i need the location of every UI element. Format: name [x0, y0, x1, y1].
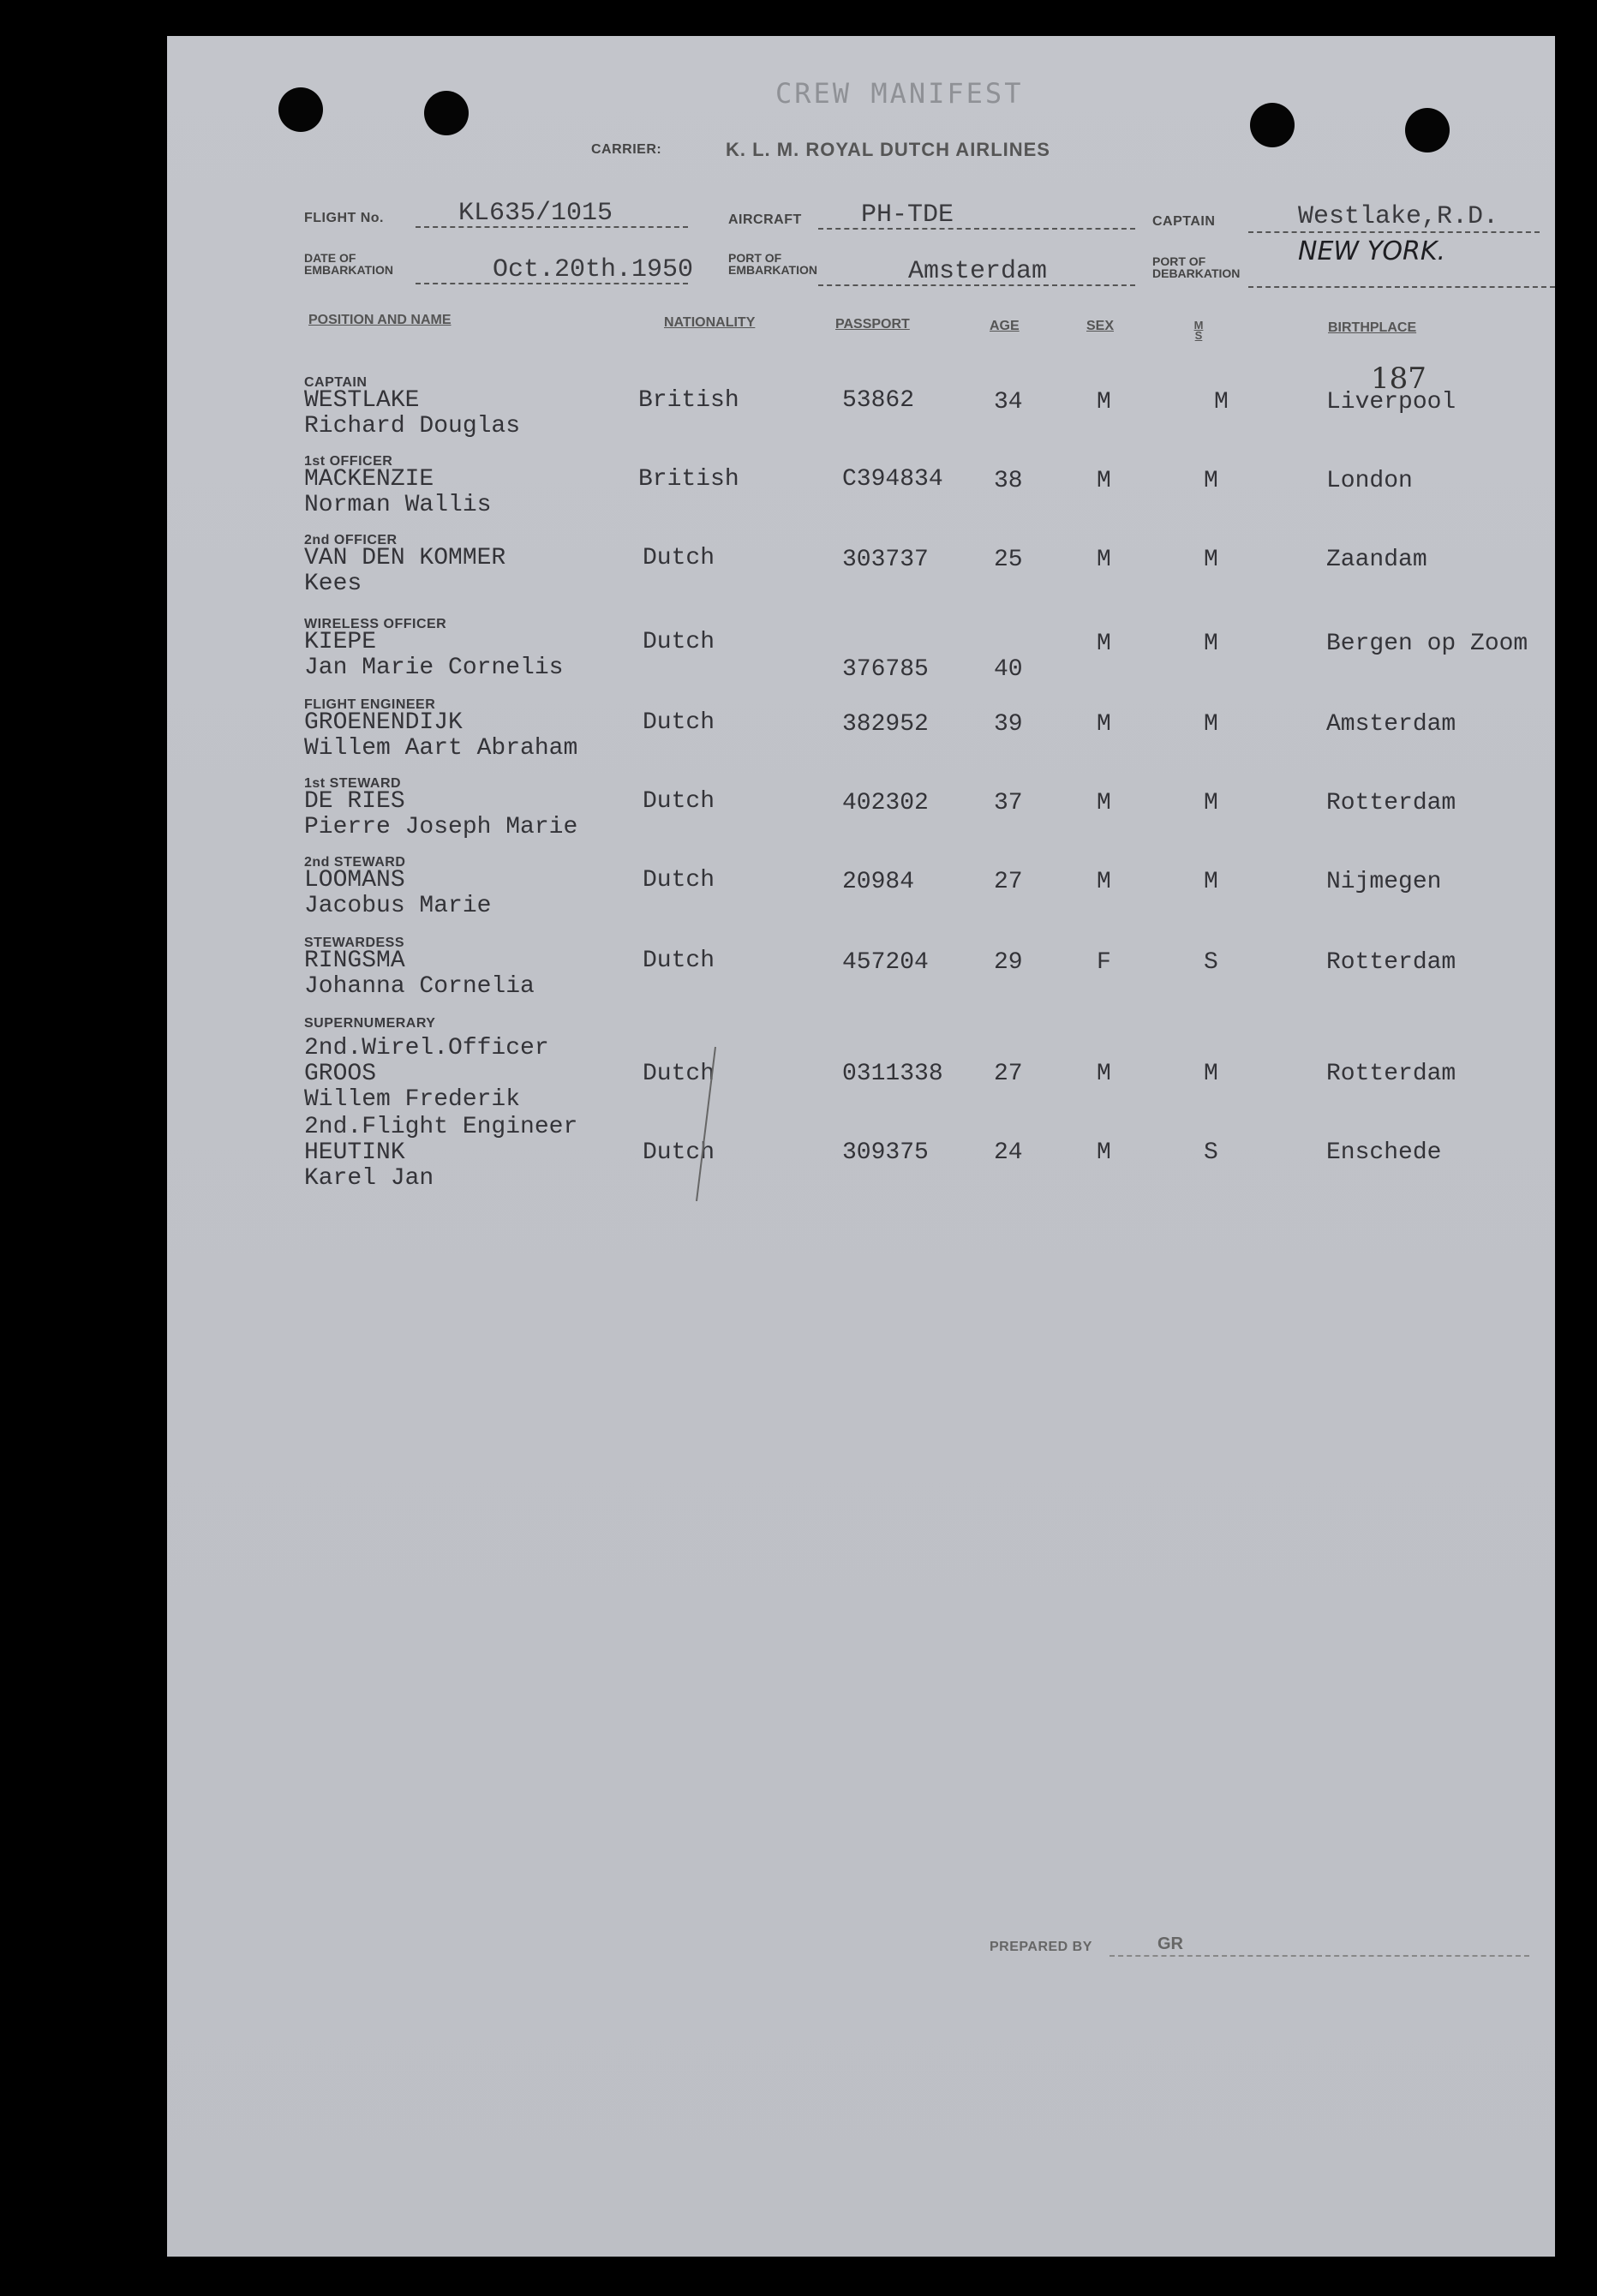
- supernumerary-sex: M: [1097, 1061, 1111, 1087]
- prepared-by-label: PREPARED BY: [990, 1940, 1092, 1954]
- crew-nationality: Dutch: [643, 867, 715, 894]
- crew-sex: M: [1097, 547, 1111, 573]
- crew-surname: MACKENZIE: [304, 466, 434, 493]
- crew-surname: LOOMANS: [304, 867, 405, 894]
- crew-surname: RINGSMA: [304, 948, 405, 974]
- crew-nationality: British: [638, 387, 739, 414]
- crew-surname: VAN DEN KOMMER: [304, 545, 506, 571]
- crew-age: 29: [994, 949, 1023, 976]
- crew-sex: M: [1097, 631, 1111, 657]
- crew-given-names: Jan Marie Cornelis: [304, 655, 564, 681]
- crew-surname: WESTLAKE: [304, 387, 420, 414]
- supernumerary-position: 2nd.Flight Engineer: [304, 1114, 578, 1140]
- crew-nationality: Dutch: [643, 788, 715, 815]
- captain-label: CAPTAIN: [1152, 214, 1216, 229]
- carrier-value: K. L. M. ROYAL DUTCH AIRLINES: [726, 139, 1050, 160]
- crew-age: 38: [994, 468, 1023, 494]
- crew-nationality: Dutch: [643, 629, 715, 655]
- crew-surname: DE RIES: [304, 788, 405, 815]
- crew-sex: M: [1097, 389, 1111, 416]
- crew-birthplace: Amsterdam: [1326, 711, 1456, 738]
- supernumerary-position: 2nd.Wirel.Officer: [304, 1035, 549, 1061]
- col-sex: SEX: [1086, 319, 1115, 333]
- crew-list: [167, 36, 1555, 1235]
- crew-passport: 457204: [842, 949, 929, 976]
- crew-given-names: Johanna Cornelia: [304, 973, 535, 1000]
- crew-position: FLIGHT ENGINEER: [304, 697, 436, 712]
- crew-birthplace: Zaandam: [1326, 547, 1427, 573]
- supernumerary-label: SUPERNUMERARY: [304, 1016, 436, 1031]
- crew-age: 27: [994, 869, 1023, 895]
- crew-passport: 382952: [842, 711, 929, 738]
- crew-nationality: Dutch: [643, 709, 715, 736]
- crew-marital-status: M: [1204, 869, 1218, 895]
- crew-age: 34: [994, 389, 1023, 416]
- crew-given-names: Kees: [304, 571, 362, 597]
- crew-given-names: Willem Aart Abraham: [304, 735, 578, 762]
- crew-marital-status: M: [1204, 711, 1218, 738]
- crew-position: 2nd OFFICER: [304, 533, 398, 547]
- document-title: CREW MANIFEST: [775, 77, 1024, 110]
- crew-position: 1st OFFICER: [304, 454, 393, 469]
- crew-sex: M: [1097, 711, 1111, 738]
- crew-nationality: British: [638, 466, 739, 493]
- crew-surname: GROENENDIJK: [304, 709, 463, 736]
- supernumerary-birthplace: Enschede: [1326, 1139, 1442, 1166]
- col-position-name: POSITION AND NAME: [308, 313, 452, 327]
- col-age: AGE: [990, 319, 1020, 333]
- aircraft-label: AIRCRAFT: [728, 212, 802, 227]
- supernumerary-passport: 0311338: [842, 1061, 943, 1087]
- supernumerary-nationality: Dutch: [643, 1139, 715, 1166]
- supernumerary-marital-status: S: [1204, 1139, 1218, 1166]
- manifest-page: [167, 36, 1555, 2257]
- crew-passport: C394834: [842, 466, 943, 493]
- crew-sex: M: [1097, 869, 1111, 895]
- crew-birthplace: Rotterdam: [1326, 949, 1456, 976]
- crew-marital-status: M: [1204, 790, 1218, 816]
- port-debarkation-value: NEW YORK.: [1298, 236, 1446, 266]
- crew-nationality: Dutch: [643, 948, 715, 974]
- supernumerary-marital-status: M: [1204, 1061, 1218, 1087]
- crew-position: CAPTAIN: [304, 375, 368, 390]
- crew-marital-status: S: [1204, 949, 1218, 976]
- aircraft-value: PH-TDE: [861, 200, 954, 230]
- col-nationality: NATIONALITY: [664, 315, 756, 330]
- crew-age: 37: [994, 790, 1023, 816]
- col-passport: PASSPORT: [835, 317, 910, 332]
- crew-age: 39: [994, 711, 1023, 738]
- crew-nationality: Dutch: [643, 545, 715, 571]
- supernumerary-surname: GROOS: [304, 1061, 377, 1087]
- supernumerary-surname: HEUTINK: [304, 1139, 405, 1166]
- crew-passport: 303737: [842, 547, 929, 573]
- crew-birthplace: Liverpool: [1326, 389, 1456, 416]
- crew-marital-status: M: [1204, 631, 1218, 657]
- supernumerary-passport: 309375: [842, 1139, 929, 1166]
- crew-passport: 20984: [842, 869, 915, 895]
- crew-position: STEWARDESS: [304, 936, 405, 950]
- port-debarkation-label: PORT OF DEBARKATION: [1152, 254, 1241, 280]
- crew-sex: M: [1097, 790, 1111, 816]
- page-number: 187: [1371, 362, 1427, 396]
- port-embarkation-label: PORT OF EMBARKATION: [728, 251, 817, 277]
- crew-position: 1st STEWARD: [304, 776, 402, 791]
- crew-position: WIRELESS OFFICER: [304, 617, 447, 631]
- supernumerary-age: 27: [994, 1061, 1023, 1087]
- crew-sex: F: [1097, 949, 1111, 976]
- date-value: Oct.20th.1950: [493, 255, 694, 284]
- flight-no-label: FLIGHT No.: [304, 211, 384, 225]
- date-label: DATE OF EMBARKATION: [304, 251, 393, 277]
- crew-given-names: Norman Wallis: [304, 492, 492, 518]
- carrier-label: CARRIER:: [591, 142, 662, 157]
- prepared-by-value: GR: [1157, 1934, 1183, 1953]
- crew-birthplace: Rotterdam: [1326, 790, 1456, 816]
- crew-birthplace: Nijmegen: [1326, 869, 1442, 895]
- crew-passport: 376785: [842, 656, 929, 683]
- crew-marital-status: M: [1204, 547, 1218, 573]
- crew-sex: M: [1097, 468, 1111, 494]
- crew-marital-status: M: [1204, 468, 1218, 494]
- port-embarkation-value: Amsterdam: [908, 257, 1048, 286]
- captain-value: Westlake,R.D.: [1298, 202, 1499, 231]
- crew-birthplace: Bergen op Zoom: [1326, 631, 1528, 657]
- crew-passport: 53862: [842, 387, 915, 414]
- crew-given-names: Jacobus Marie: [304, 893, 492, 919]
- supernumerary-nationality: Dutch: [643, 1061, 715, 1087]
- crew-age: 40: [994, 656, 1023, 683]
- crew-marital-status: M: [1214, 389, 1229, 416]
- supernumerary-given-names: Willem Frederik: [304, 1086, 521, 1113]
- crew-passport: 402302: [842, 790, 929, 816]
- crew-age: 25: [994, 547, 1023, 573]
- crew-surname: KIEPE: [304, 629, 377, 655]
- crew-given-names: Richard Douglas: [304, 413, 521, 439]
- supernumerary-given-names: Karel Jan: [304, 1165, 434, 1192]
- crew-birthplace: London: [1326, 468, 1413, 494]
- supernumerary-birthplace: Rotterdam: [1326, 1061, 1456, 1087]
- col-marital: M S: [1193, 319, 1204, 342]
- crew-position: 2nd STEWARD: [304, 855, 406, 870]
- crew-given-names: Pierre Joseph Marie: [304, 814, 578, 840]
- supernumerary-sex: M: [1097, 1139, 1111, 1166]
- pencil-mark: [690, 1038, 724, 1210]
- col-birthplace: BIRTHPLACE: [1328, 320, 1417, 335]
- supernumerary-age: 24: [994, 1139, 1023, 1166]
- flight-no-value: KL635/1015: [458, 199, 613, 228]
